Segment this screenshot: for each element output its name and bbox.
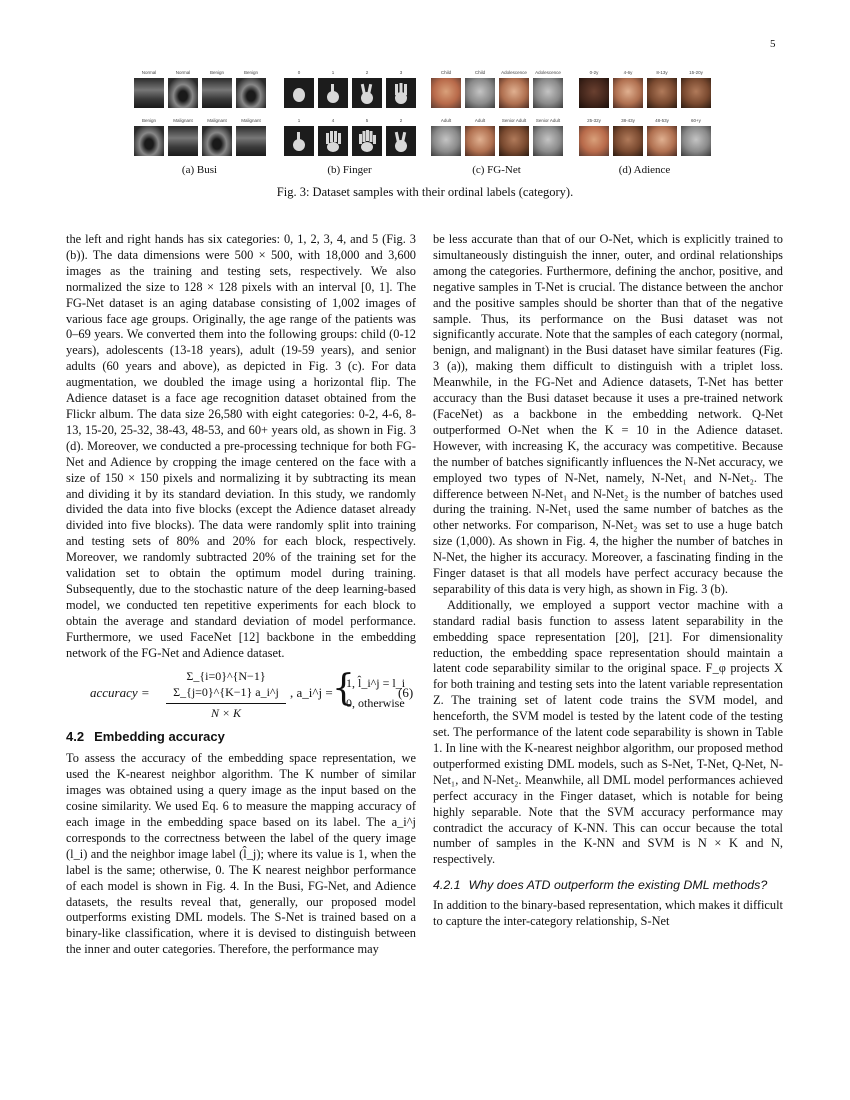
hand-image: [318, 78, 348, 108]
hand-image: [284, 126, 314, 156]
hand-image: [284, 78, 314, 108]
panel-fgnet: [429, 70, 564, 178]
equation-case-2: 0, otherwise: [346, 696, 405, 711]
face-image: [647, 126, 677, 156]
equation-number: (6): [398, 685, 414, 701]
hand-image: [352, 126, 382, 156]
sample-label: Normal: [175, 70, 191, 75]
ultrasound-image: [202, 78, 232, 108]
sample-label: Benign: [209, 70, 224, 75]
sample-label: Senior Adult: [535, 118, 561, 123]
section-title: Embedding accuracy: [94, 729, 225, 745]
subfigure-caption: (c) FG-Net: [472, 164, 521, 176]
sample-label: Senior Adult: [501, 118, 527, 123]
ultrasound-image: [134, 78, 164, 108]
face-image: [465, 126, 495, 156]
right-column: [433, 232, 783, 930]
body-paragraph: In addition to the binary-based representation, which makes it difficult to capture the inter-category relationship, S-Net: [433, 898, 783, 929]
ultrasound-image: [236, 78, 266, 108]
ultrasound-image: [202, 126, 232, 156]
equation-case-1: 1, l̂_i^j = l_i: [346, 676, 406, 691]
panel-finger: [282, 70, 417, 178]
equation-fraction: [166, 669, 286, 722]
face-image: [613, 126, 643, 156]
figure-caption: Fig. 3: Dataset samples with their ordinal labels (category).: [276, 185, 574, 199]
equation-numerator: Σ_{i=0}^{N−1} Σ_{j=0}^{K−1} a_i^j: [166, 669, 286, 704]
body-paragraph: the left and right hands has six categories: 0, 1, 2, 3, 4, and 5 (Fig. 3 (b)). The data dimensions were 500 × 500, with 18,000 and 3,600 images as the training and testing sets, respectively. We also normalized the size to 128 × 128 pixels with an interval [0, 1]. The FG-Net dataset is an aging database consisting of 1,002 images of various face age groups. Originally, the age range of the patients was 0–69 years. We converted them into the following groups: child (0-12 years), adolescents (13-18 years), adult (19-59 years), and senior adults (60 years and above), as depicted in Fig. 3 (c). For data augmentation, we doubled the image using a horizontal flip. The Adience dataset is a face age recognition dataset obtained from the Flickr album. The data size 26,580 with eight categories: 0-2, 4-6, 8-13, 15-20, 25-32, 38-43, 48-53, and 60+ years old, as shown in Fig. 3 (d). Moreover, we conducted a pre-processing technique for both FG-Net and Adience by cropping the image centered on the face with a size of 150 × 150 pixels and normalizing it by subtracting its mean and dividing it by its standard deviation. In this study, we randomly divided the data into five blocks (except the Adience dataset already divided into five blocks). The data were randomly split into training and testing sets of 80% and 20% for each block, respectively. Moreover, we randomly subtracted 20% of the training set for the validation set to obtain the optimum model during training. Subsequently, due to the stochastic nature of the deep learning-based model, we conducted ten repetitive experiments for each block to obtain the average and standard deviation of model performance. Furthermore, we used FaceNet [12] backbone in the embedding network of the FG-Net and Adience dataset.: [66, 232, 416, 660]
sample-label: 4: [331, 118, 335, 123]
face-image: [465, 78, 495, 108]
face-image: [533, 78, 563, 108]
accuracy-equation: [66, 667, 416, 725]
equation-definition: , a_i^j =: [290, 685, 333, 701]
sample-label: Adolescence: [501, 70, 527, 75]
ultrasound-image: [134, 126, 164, 156]
sample-label: 1: [297, 118, 301, 123]
sample-label: Malignant: [207, 118, 227, 123]
face-image: [499, 126, 529, 156]
dataset-samples-figure: [132, 70, 718, 178]
sample-label: 0: [297, 70, 301, 75]
sample-label: Adolescence: [535, 70, 561, 75]
equation-lhs: accuracy =: [90, 685, 150, 701]
sample-label: 4-6y: [623, 70, 633, 75]
face-image: [533, 126, 563, 156]
face-image: [579, 78, 609, 108]
sample-label: Benign: [141, 118, 156, 123]
hand-image: [352, 78, 382, 108]
body-paragraph: be less accurate than that of our O-Net, which is explicitly trained to simultaneously distinguish the inner, outer, and ordinal relationships among the categories. Furthermore, defining the anchor, positive, and negative samples in T-Net is crucial. The distance between the anchor and the positive samples should be shorter than that of the negative sample. Thus, its performance on the Busi dataset was not significantly accurate. Note that the samples of each category (normal, benign, and malignant) in the Busi dataset have similar features (Fig. 3 (a)), making them difficult to distinguish with a triplet loss. Meanwhile, in the FG-Net and Adience datasets, T-Net has better accuracy than the Busi dataset because it uses a pre-trained network (FaceNet) as a backbone in the embedding network. Q-Net outperformed O-Net when the K = 10 in the Adience dataset. However, with increasing K, the accuracy was competitive. Because the number of batches significantly influences the N-Net accuracy, we employed two types of N-Net, namely, N-Net₁ and N-Net₂. The difference between N-Net₁ and N-Net₂ is the number of batches used during the training. N-Net₁ used the same number of batches as the other networks. For comparison, N-Net₂ was set to use a huge batch size (1,000). As shown in Fig. 4, the higher the number of batches in N-Net, the higher its accuracy. Moreover, a fascinating finding in the Finger dataset is that all models have perfect accuracy because the separability of this data is very high, as shown in Fig. 3 (b).: [433, 232, 783, 596]
sample-label: 3: [399, 70, 403, 75]
sample-label: 5: [365, 118, 369, 123]
body-paragraph: To assess the accuracy of the embedding space representation, we used the K-nearest neighbor algorithm. The K number of similar images was obtained using a query image as the input based on the cosine similarity. We used Eq. 6 to measure the mapping accuracy of each image in the embedding space based on its label. The a_i^j corresponds to the correctness between the label of the query image (l_i) and the neighbor image label (l̂_j); where its value is 1, when the label is the same; otherwise, 0. The K nearest neighbor performance of each model is shown in Fig. 4. In the Busi, FG-Net, and Adience datasets, the results reveal that, generally, our proposed model outperforms existing DML models. The S-Net is trained based on a binary-like classification, where it is devised to distinguish between the inner and outer categories. Therefore, the performance may: [66, 751, 416, 957]
body-paragraph: Additionally, we employed a support vector machine with a standard radial basis function to assess latent separability in the embedding space representation [20], [21]. For dimensionality reduction, the embedding space representation should maintain a latent code separability similar to the original space. F_φ projects X for both training and testing sets into the latent variable representation Z. The training set of latent code trains the SVM model, and henceforth, the SVM model is tested by the latent code of the testing set. The performance of the latent code separability is shown in Table 1. In line with the K-nearest neighbor algorithm, our proposed method outperformed existing DML models, such as S-Net, T-Net, Q-Net, N-Net₁, and N-Net₂. Meanwhile, all DML model performances achieved perfect accuracy in the Finger dataset, which is notable for being highly separable. Note that the SVM accuracy performance may contradict the accuracy of K-NN. This can occur because the total number of samples in the K-NN and SVM is N × K and N, respectively.: [433, 597, 783, 867]
ultrasound-image: [168, 78, 198, 108]
face-image: [647, 78, 677, 108]
hand-image: [386, 78, 416, 108]
hand-image: [318, 126, 348, 156]
equation-denominator: N × K: [210, 706, 242, 721]
sample-label: 38-43y: [621, 118, 635, 123]
sample-label: 2: [399, 118, 403, 123]
equation-brace: {: [332, 668, 355, 710]
face-image: [431, 126, 461, 156]
face-image: [579, 126, 609, 156]
left-column: [66, 232, 416, 958]
section-number: 4.2: [66, 729, 85, 745]
sample-label: 25-32y: [587, 118, 601, 123]
sample-label: Adult: [440, 118, 452, 123]
subfigure-caption: (b) Finger: [327, 164, 372, 176]
subsection-heading: [433, 878, 783, 894]
subsection-number: 4.2.1: [433, 878, 461, 893]
panel-adience: [577, 70, 712, 178]
ultrasound-image: [236, 126, 266, 156]
subfigure-caption: (a) Busi: [181, 164, 218, 176]
sample-label: Adult: [474, 118, 486, 123]
face-image: [681, 126, 711, 156]
face-image: [613, 78, 643, 108]
sample-label: 60+y: [691, 118, 701, 123]
sample-label: Malignant: [241, 118, 261, 123]
ultrasound-image: [168, 126, 198, 156]
subsection-title: Why does ATD outperform the existing DML methods?: [468, 878, 768, 893]
sample-label: Child: [474, 70, 486, 75]
page-number: 5: [770, 38, 776, 50]
face-image: [681, 78, 711, 108]
hand-image: [386, 126, 416, 156]
face-image: [499, 78, 529, 108]
face-image: [431, 78, 461, 108]
panel-busi: [132, 70, 267, 178]
sample-label: Child: [440, 70, 452, 75]
sample-label: 48-53y: [655, 118, 669, 123]
sample-label: 2: [365, 70, 369, 75]
sample-label: 0-2y: [589, 70, 599, 75]
section-heading: [66, 729, 416, 745]
subfigure-caption: (d) Adience: [618, 164, 671, 176]
sample-label: 8-13y: [656, 70, 668, 75]
equation-cases: [346, 673, 405, 713]
sample-label: 15-20y: [689, 70, 703, 75]
sample-label: 1: [331, 70, 335, 75]
sample-label: Benign: [243, 70, 258, 75]
sample-label: Malignant: [173, 118, 193, 123]
sample-label: Normal: [141, 70, 157, 75]
